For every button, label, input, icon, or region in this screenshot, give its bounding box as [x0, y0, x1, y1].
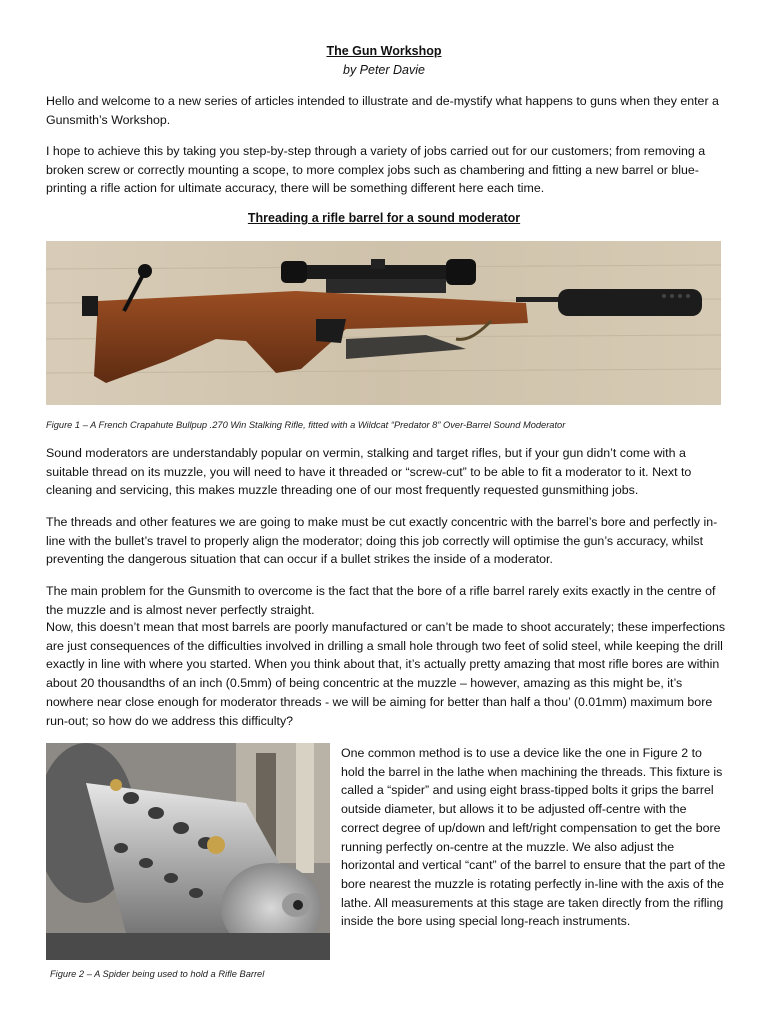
article-byline: by Peter Davie — [343, 63, 425, 77]
rifle-illustration — [46, 241, 721, 405]
body-paragraph-4: Now, this doesn’t mean that most barrels are poorly manufactured or can’t be made to shoot accurately; these imperfections are just consequences of the difficulties involved in drilling a small hole through two feet of solid steel, while keeping the drill exactly in line with where you started. When you think about that, it’s actually pretty amazing that most rifle bores are within about 20 thousandths of an inch (0.5mm) of being concentric at the muzzle – however, amazing as this might be, it’s nowhere near close enough for moderator threads - we will be aiming for better than half a thou’ (0.01mm) maximum bore run-out; so how do we address this difficulty? — [46, 620, 726, 728]
body-paragraph-1: Sound moderators are understandably popular on vermin, stalking and target rifles, but if your gun didn’t come with a suitable thread on its muzzle, you will need to have it threaded or “screw-cut” to be able to fit a moderator to it. Next to cleaning and servicing, this makes muzzle threading one of our most frequently requested gunsmithing jobs. — [46, 446, 692, 498]
figure-2-caption: Figure 2 – A Spider being used to hold a Rifle Barrel — [50, 969, 265, 979]
body-paragraph-3: The main problem for the Gunsmith to overcome is the fact that the bore of a rifle barrel rarely exits exactly in the centre of the muzzle and is almost never perfectly straight. — [46, 584, 716, 617]
figure-2-spider-photo — [46, 743, 330, 960]
article-title: The Gun Workshop — [326, 44, 442, 58]
figure-1-caption: Figure 1 – A French Crapahute Bullpup .270 Win Stalking Rifle, fitted with a Wildcat “Predator 8” Over-Barrel Sound Moderator — [46, 420, 566, 430]
intro-paragraph-1: Hello and welcome to a new series of articles intended to illustrate and de-mystify what happens to guns when they enter a Gunsmith’s Workshop. — [46, 94, 719, 127]
body-paragraph-2: The threads and other features we are going to make must be cut exactly concentric with the barrel’s bore and perfectly in-line with the bullet’s travel to properly align the moderator; doing this job correctly will optimise the gun’s accuracy, whilst preventing the dangerous situation that can occur if a bullet strikes the inside of a moderator. — [46, 515, 718, 567]
figure-1-rifle-photo — [46, 241, 721, 405]
intro-paragraph-2: I hope to achieve this by taking you step-by-step through a variety of jobs carried out for our customers; from removing a broken screw or correctly mounting a scope, to more complex jobs such as chambering and fitting a new barrel or blue-printing a rifle action for ultimate accuracy, there will be something different here each time. — [46, 144, 706, 196]
spider-illustration — [46, 743, 330, 960]
section-heading: Threading a rifle barrel for a sound moderator — [247, 211, 521, 225]
body-paragraph-5: One common method is to use a device like the one in Figure 2 to hold the barrel in the lathe when machining the threads. This fixture is called a “spider” and using eight brass-tipped bolts it grips the barrel outside diameter, but allows it to be adjusted off-centre with the correct degree of up/down and left/right compensation to get the bore running perfectly on-centre at the muzzle. We also adjust the horizontal and vertical “cant” of the barrel to ensure that the part of the bore nearest the muzzle is rotating perfectly in-line with the axis of the lathe. All measurements at this stage are taken directly from the rifling inside the bore using special long-reach instruments. — [341, 746, 726, 929]
